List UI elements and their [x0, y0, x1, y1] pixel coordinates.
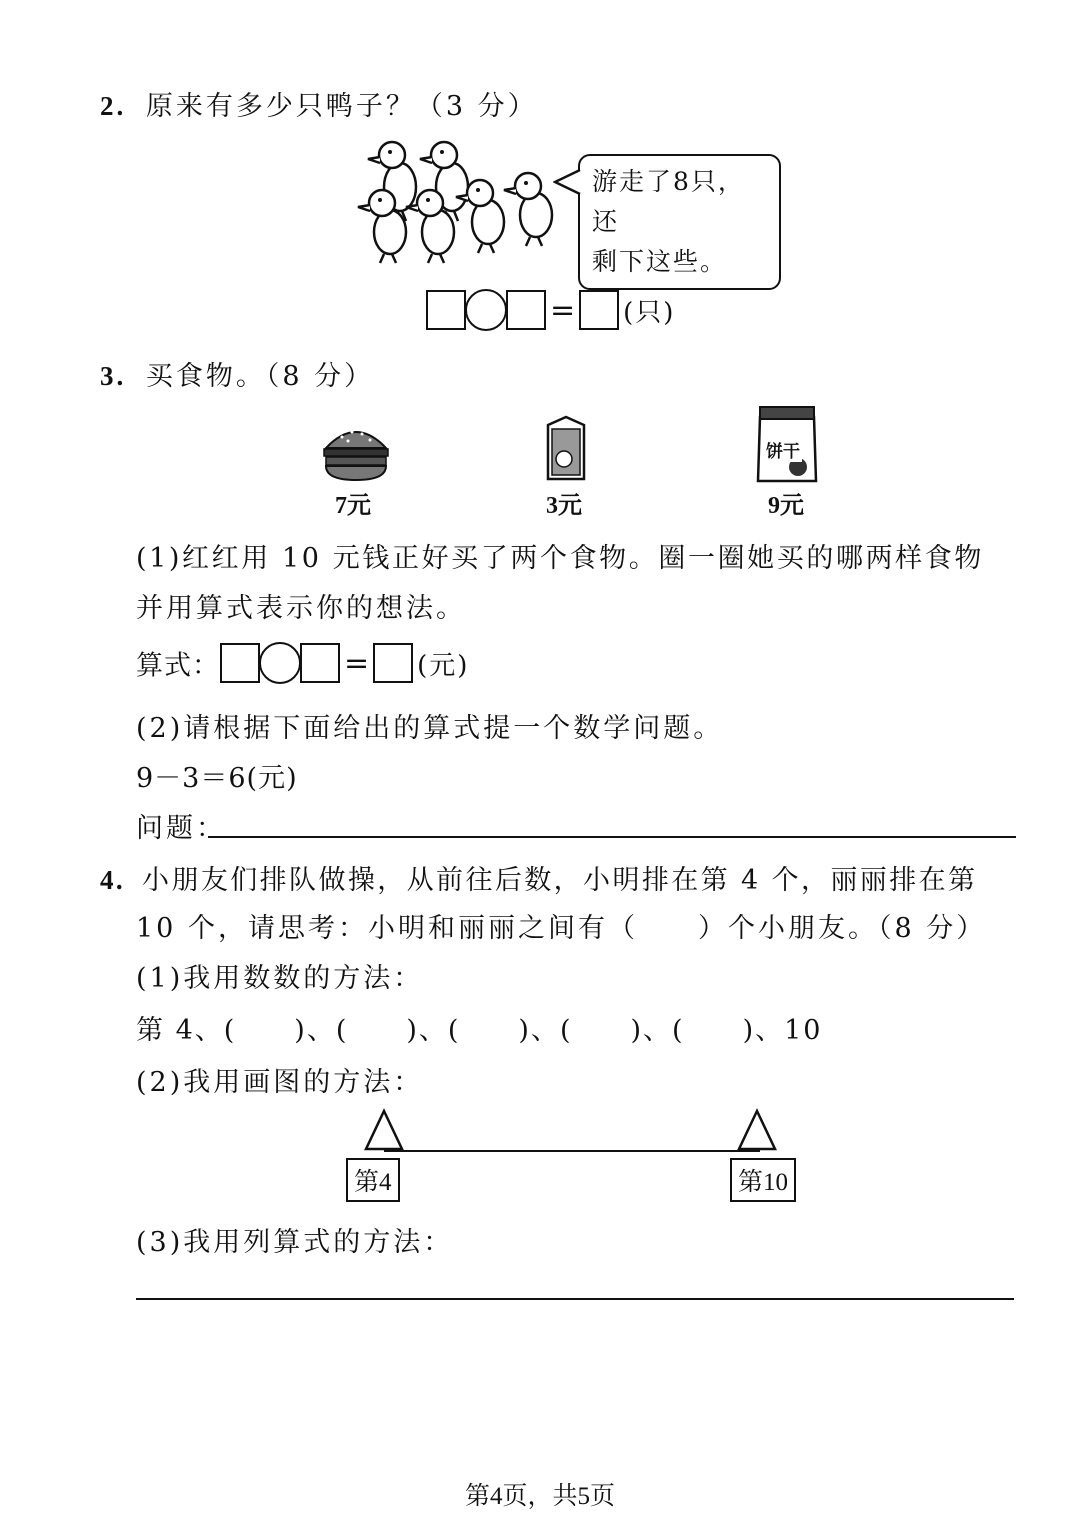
q2-title: 原来有多少只鸭子？（3 分）	[145, 91, 538, 122]
answer-box[interactable]	[506, 290, 546, 330]
triangle-icon	[739, 1111, 775, 1149]
q4-number: 4.	[100, 865, 126, 895]
speech-bubble	[578, 154, 781, 290]
milk-icon	[542, 415, 590, 483]
unit-label: (元)	[417, 650, 470, 681]
marker-right: 第10	[730, 1158, 796, 1202]
given-formula: 9－3＝6(元)	[136, 763, 298, 794]
bubble-line-2: 剩下这些。	[592, 247, 728, 276]
answer-box[interactable]	[300, 643, 340, 683]
q4-line1-wrap	[100, 858, 977, 897]
operator-circle[interactable]	[259, 642, 301, 684]
q4-part3: (3)我用列算式的方法：	[136, 1227, 454, 1258]
bubble-line-1: 游走了8只，还	[592, 167, 745, 236]
unit-label: (只)	[623, 297, 676, 328]
biscuit-label: 饼干	[764, 437, 802, 462]
price-hamburger: 7元	[335, 493, 371, 519]
q2-number: 2.	[100, 91, 127, 121]
marker-left: 第4	[346, 1158, 400, 1202]
q3-heading	[100, 354, 374, 393]
page-footer: 第4页，共5页	[464, 1483, 615, 1510]
q3-number: 3.	[100, 361, 127, 391]
q2-heading	[100, 84, 538, 123]
formula-label: 算式：	[136, 650, 220, 682]
operator-circle[interactable]	[465, 289, 507, 331]
price-milk: 3元	[546, 493, 582, 519]
q3-formula	[136, 642, 469, 684]
answer-box[interactable]	[579, 290, 619, 330]
question-label: 问题：	[136, 813, 226, 844]
q4-line2: 10 个，请思考：小明和丽丽之间有（ ）个小朋友。（8 分）	[136, 913, 987, 944]
answer-box[interactable]	[220, 643, 260, 683]
answer-box[interactable]	[373, 643, 413, 683]
bubble-tail	[553, 168, 583, 198]
line-diagram	[360, 1105, 785, 1155]
q3-part1-line2: 并用算式表示你的想法。	[136, 593, 466, 624]
duck-icon	[504, 173, 552, 246]
answer-box[interactable]	[426, 290, 466, 330]
triangle-icon	[366, 1111, 402, 1149]
q4-line1: 小朋友们排队做操，从前往后数，小明排在第 4 个，丽丽排在第	[142, 865, 978, 896]
equals-sign: =	[550, 292, 576, 328]
count-line[interactable]: 第 4、( )、( )、( )、( )、( )、10	[136, 1015, 823, 1046]
biscuit-bag-icon	[754, 405, 820, 483]
hamburger-icon	[322, 422, 390, 482]
price-biscuits: 9元	[768, 493, 804, 519]
q3-part2: (2)请根据下面给出的算式提一个数学问题。	[136, 713, 724, 744]
q4-part2: (2)我用画图的方法：	[136, 1067, 424, 1098]
q2-formula	[426, 289, 675, 331]
question-answer-line[interactable]	[208, 836, 1016, 838]
equals-sign: =	[344, 645, 370, 681]
q3-part1-line1: (1)红红用 10 元钱正好买了两个食物。圈一圈她买的哪两样食物	[136, 543, 984, 574]
q4-part1: (1)我用数数的方法：	[136, 963, 424, 994]
formula-answer-line[interactable]	[136, 1298, 1014, 1300]
q3-title: 买食物。（8 分）	[145, 361, 375, 392]
ducks-illustration	[350, 132, 575, 267]
